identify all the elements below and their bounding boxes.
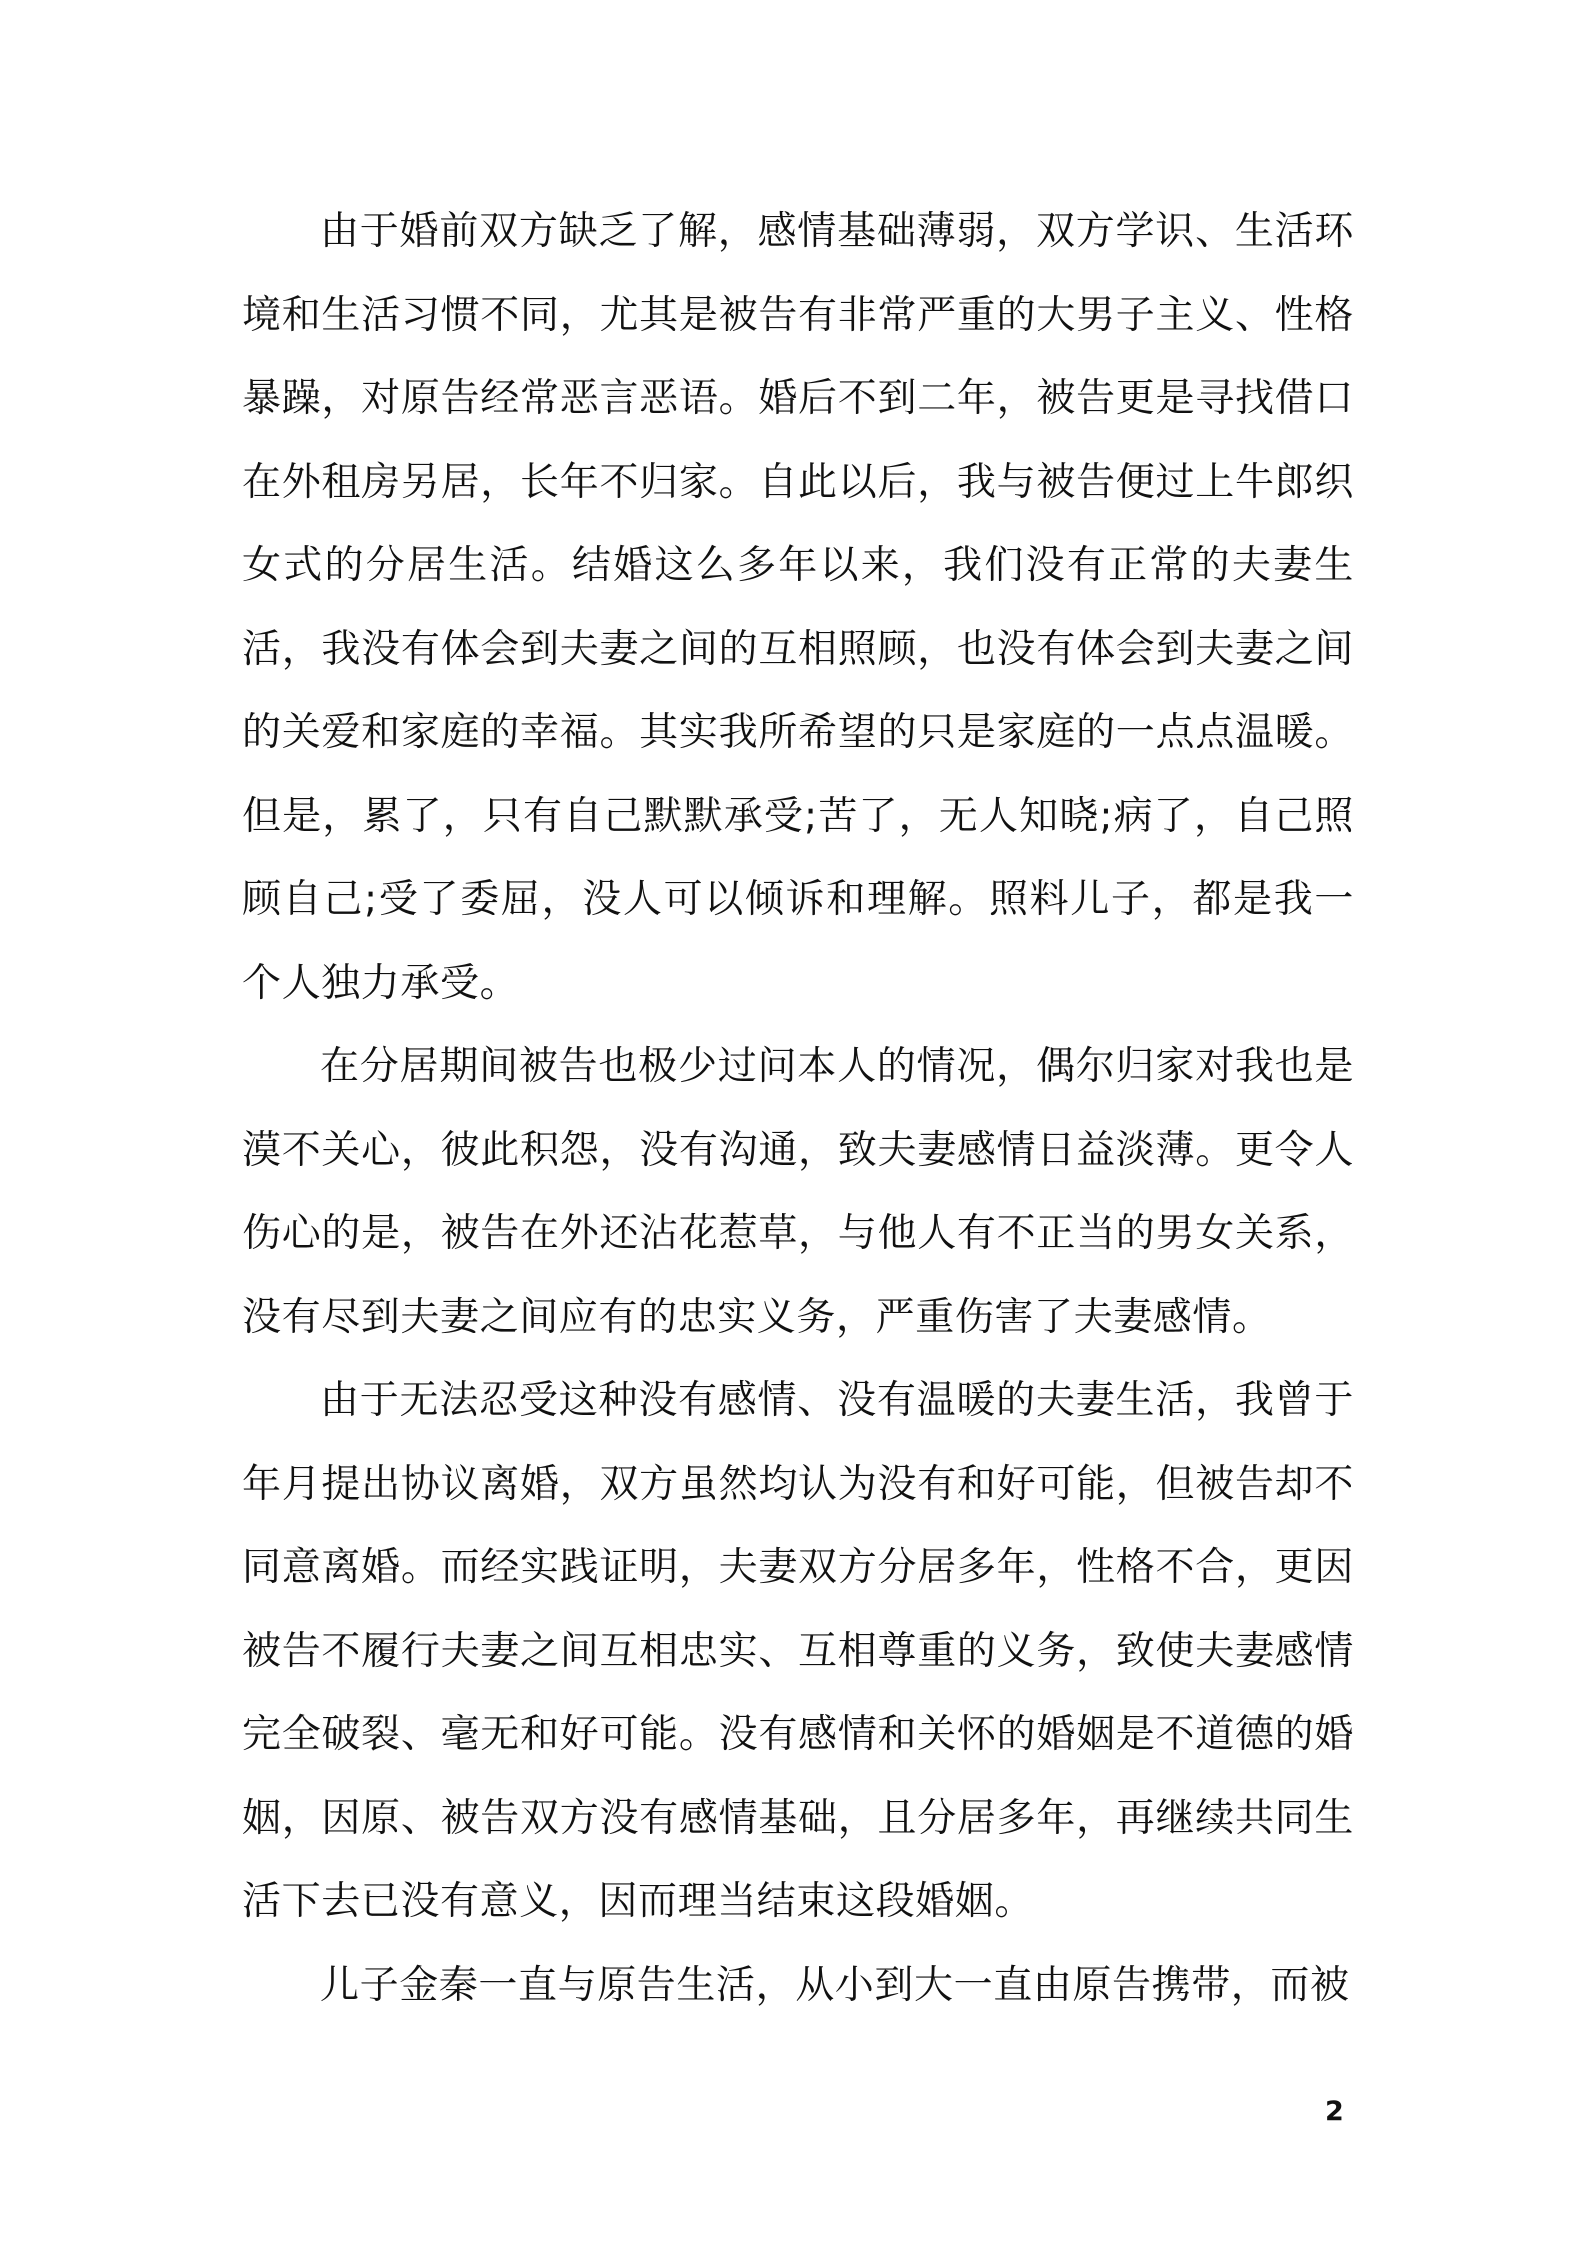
paragraph-1: 由于婚前双方缺乏了解，感情基础薄弱，双方学识、生活环境和生活习惯不同，尤其是被告有非常严重的大男子主义、性格暴躁，对原告经常恶言恶语。婚后不到二年，被告更是寻找借口在外租房另居，长年不归家。自此以后，我与被告便过上牛郎织女式的分居生活。结婚这么多年以来，我们没有正常的夫妻生活，我没有体会到夫妻之间的互相照顾，也没有体会到夫妻之间的关爱和家庭的幸福。其实我所希望的只是家庭的一点点温暖。但是，累了，只有自己默默承受;苦了，无人知晓;病了，自己照顾自己;受了委屈，没人可以倾诉和理解。照料儿子，都是我一个人独力承受。 (242, 209, 1354, 1006)
paragraph-4: 儿子金秦一直与原告生活，从小到大一直由原告携带，而被 (320, 1962, 1350, 2008)
paragraph-3: 由于无法忍受这种没有感情、没有温暖的夫妻生活，我曾于年月提出协议离婚，双方虽然均认为没有和好可能，但被告却不同意离婚。而经实践证明，夫妻双方分居多年，性格不合，更因被告不履行夫妻之间互相忠实、互相尊重的义务，致使夫妻感情完全破裂、毫无和好可能。没有感情和关怀的婚姻是不道德的婚姻，因原、被告双方没有感情基础，且分居多年，再继续共同生活下去已没有意义，因而理当结束这段婚姻。 (242, 1378, 1354, 1924)
paragraph-2: 在分居期间被告也极少过问本人的情况，偶尔归家对我也是漠不关心，彼此积怨，没有沟通，致夫妻感情日益淡薄。更令人伤心的是，被告在外还沾花惹草，与他人有不正当的男女关系，没有尽到夫妻之间应有的忠实义务，严重伤害了夫妻感情。 (242, 1044, 1354, 1340)
page-number: 2 (1325, 2096, 1344, 2127)
body-text (242, 190, 1354, 2027)
